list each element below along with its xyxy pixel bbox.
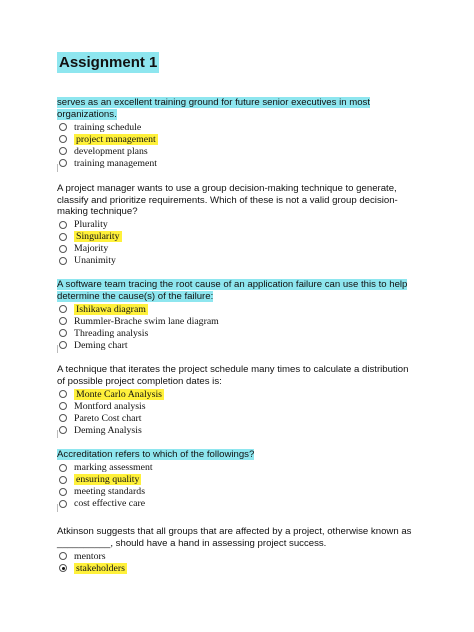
radio-button[interactable] bbox=[59, 488, 67, 496]
option[interactable]: Deming chart bbox=[57, 339, 417, 351]
option[interactable]: Majority bbox=[57, 243, 417, 255]
divider bbox=[57, 504, 58, 512]
radio-button[interactable] bbox=[59, 390, 67, 398]
radio-button[interactable] bbox=[59, 476, 67, 484]
radio-button[interactable] bbox=[59, 257, 67, 265]
radio-button[interactable] bbox=[59, 221, 67, 229]
radio-button[interactable] bbox=[59, 414, 67, 422]
divider bbox=[57, 430, 58, 438]
option[interactable]: Rummler-Brache swim lane diagram bbox=[57, 315, 417, 327]
option[interactable]: stakeholders bbox=[57, 562, 417, 574]
radio-button[interactable] bbox=[59, 341, 67, 349]
radio-button[interactable] bbox=[59, 426, 67, 434]
radio-button[interactable] bbox=[59, 123, 67, 131]
question-4 bbox=[57, 364, 417, 436]
question-2 bbox=[57, 183, 417, 267]
radio-button[interactable] bbox=[59, 159, 67, 167]
question-text: Atkinson suggests that all groups that are affected by a project, otherwise known as __________, should have a hand in assessing project success. bbox=[57, 526, 412, 549]
options-list bbox=[57, 550, 417, 574]
radio-button[interactable] bbox=[59, 552, 67, 560]
radio-button[interactable] bbox=[59, 329, 67, 337]
option[interactable]: mentors bbox=[57, 550, 417, 562]
question-1 bbox=[57, 97, 417, 169]
option[interactable]: Plurality bbox=[57, 219, 417, 231]
radio-button[interactable] bbox=[59, 305, 67, 313]
divider bbox=[57, 345, 58, 353]
question-text: A software team tracing the root cause of an application failure can use this to help determine the cause(s) of the failure: bbox=[57, 279, 408, 302]
option[interactable]: Singularity bbox=[57, 231, 417, 243]
question-5 bbox=[57, 449, 417, 510]
options-list bbox=[57, 462, 417, 510]
radio-button[interactable] bbox=[59, 245, 67, 253]
radio-button[interactable] bbox=[59, 233, 67, 241]
radio-button[interactable] bbox=[59, 317, 67, 325]
options-list bbox=[57, 121, 417, 169]
question-text: Accreditation refers to which of the followings? bbox=[57, 449, 255, 460]
option[interactable]: training schedule bbox=[57, 121, 417, 133]
option[interactable]: Unanimity bbox=[57, 255, 417, 267]
question-text: A technique that iterates the project schedule many times to calculate a distribution of possible project completion dates is: bbox=[57, 364, 409, 387]
option[interactable]: cost effective care bbox=[57, 498, 417, 510]
options-list bbox=[57, 388, 417, 436]
radio-button[interactable] bbox=[59, 147, 67, 155]
radio-button[interactable] bbox=[59, 464, 67, 472]
option[interactable]: ensuring quality bbox=[57, 474, 417, 486]
option[interactable]: Deming Analysis bbox=[57, 424, 417, 436]
divider bbox=[57, 164, 58, 172]
options-list bbox=[57, 303, 417, 351]
question-6 bbox=[57, 526, 417, 574]
option[interactable]: marking assessment bbox=[57, 462, 417, 474]
option[interactable]: training management bbox=[57, 157, 417, 169]
radio-button-checked[interactable] bbox=[59, 564, 67, 572]
radio-button[interactable] bbox=[59, 500, 67, 508]
option[interactable]: Pareto Cost chart bbox=[57, 412, 417, 424]
radio-button[interactable] bbox=[59, 402, 67, 410]
option[interactable]: Ishikawa diagram bbox=[57, 303, 417, 315]
question-3 bbox=[57, 279, 417, 351]
option[interactable]: development plans bbox=[57, 145, 417, 157]
option[interactable]: Monte Carlo Analysis bbox=[57, 388, 417, 400]
question-text: A project manager wants to use a group decision-making technique to generate, classify and prioritize requirements. Which of these is not a valid group decision-making technique? bbox=[57, 183, 398, 218]
page-title: Assignment 1 bbox=[59, 54, 158, 71]
question-text: serves as an excellent training ground for future senior executives in most organizations. bbox=[57, 97, 371, 120]
radio-button[interactable] bbox=[59, 135, 67, 143]
options-list bbox=[57, 219, 417, 267]
option[interactable]: Threading analysis bbox=[57, 327, 417, 339]
option[interactable]: Montford analysis bbox=[57, 400, 417, 412]
option[interactable]: meeting standards bbox=[57, 486, 417, 498]
option[interactable]: project management bbox=[57, 133, 417, 145]
